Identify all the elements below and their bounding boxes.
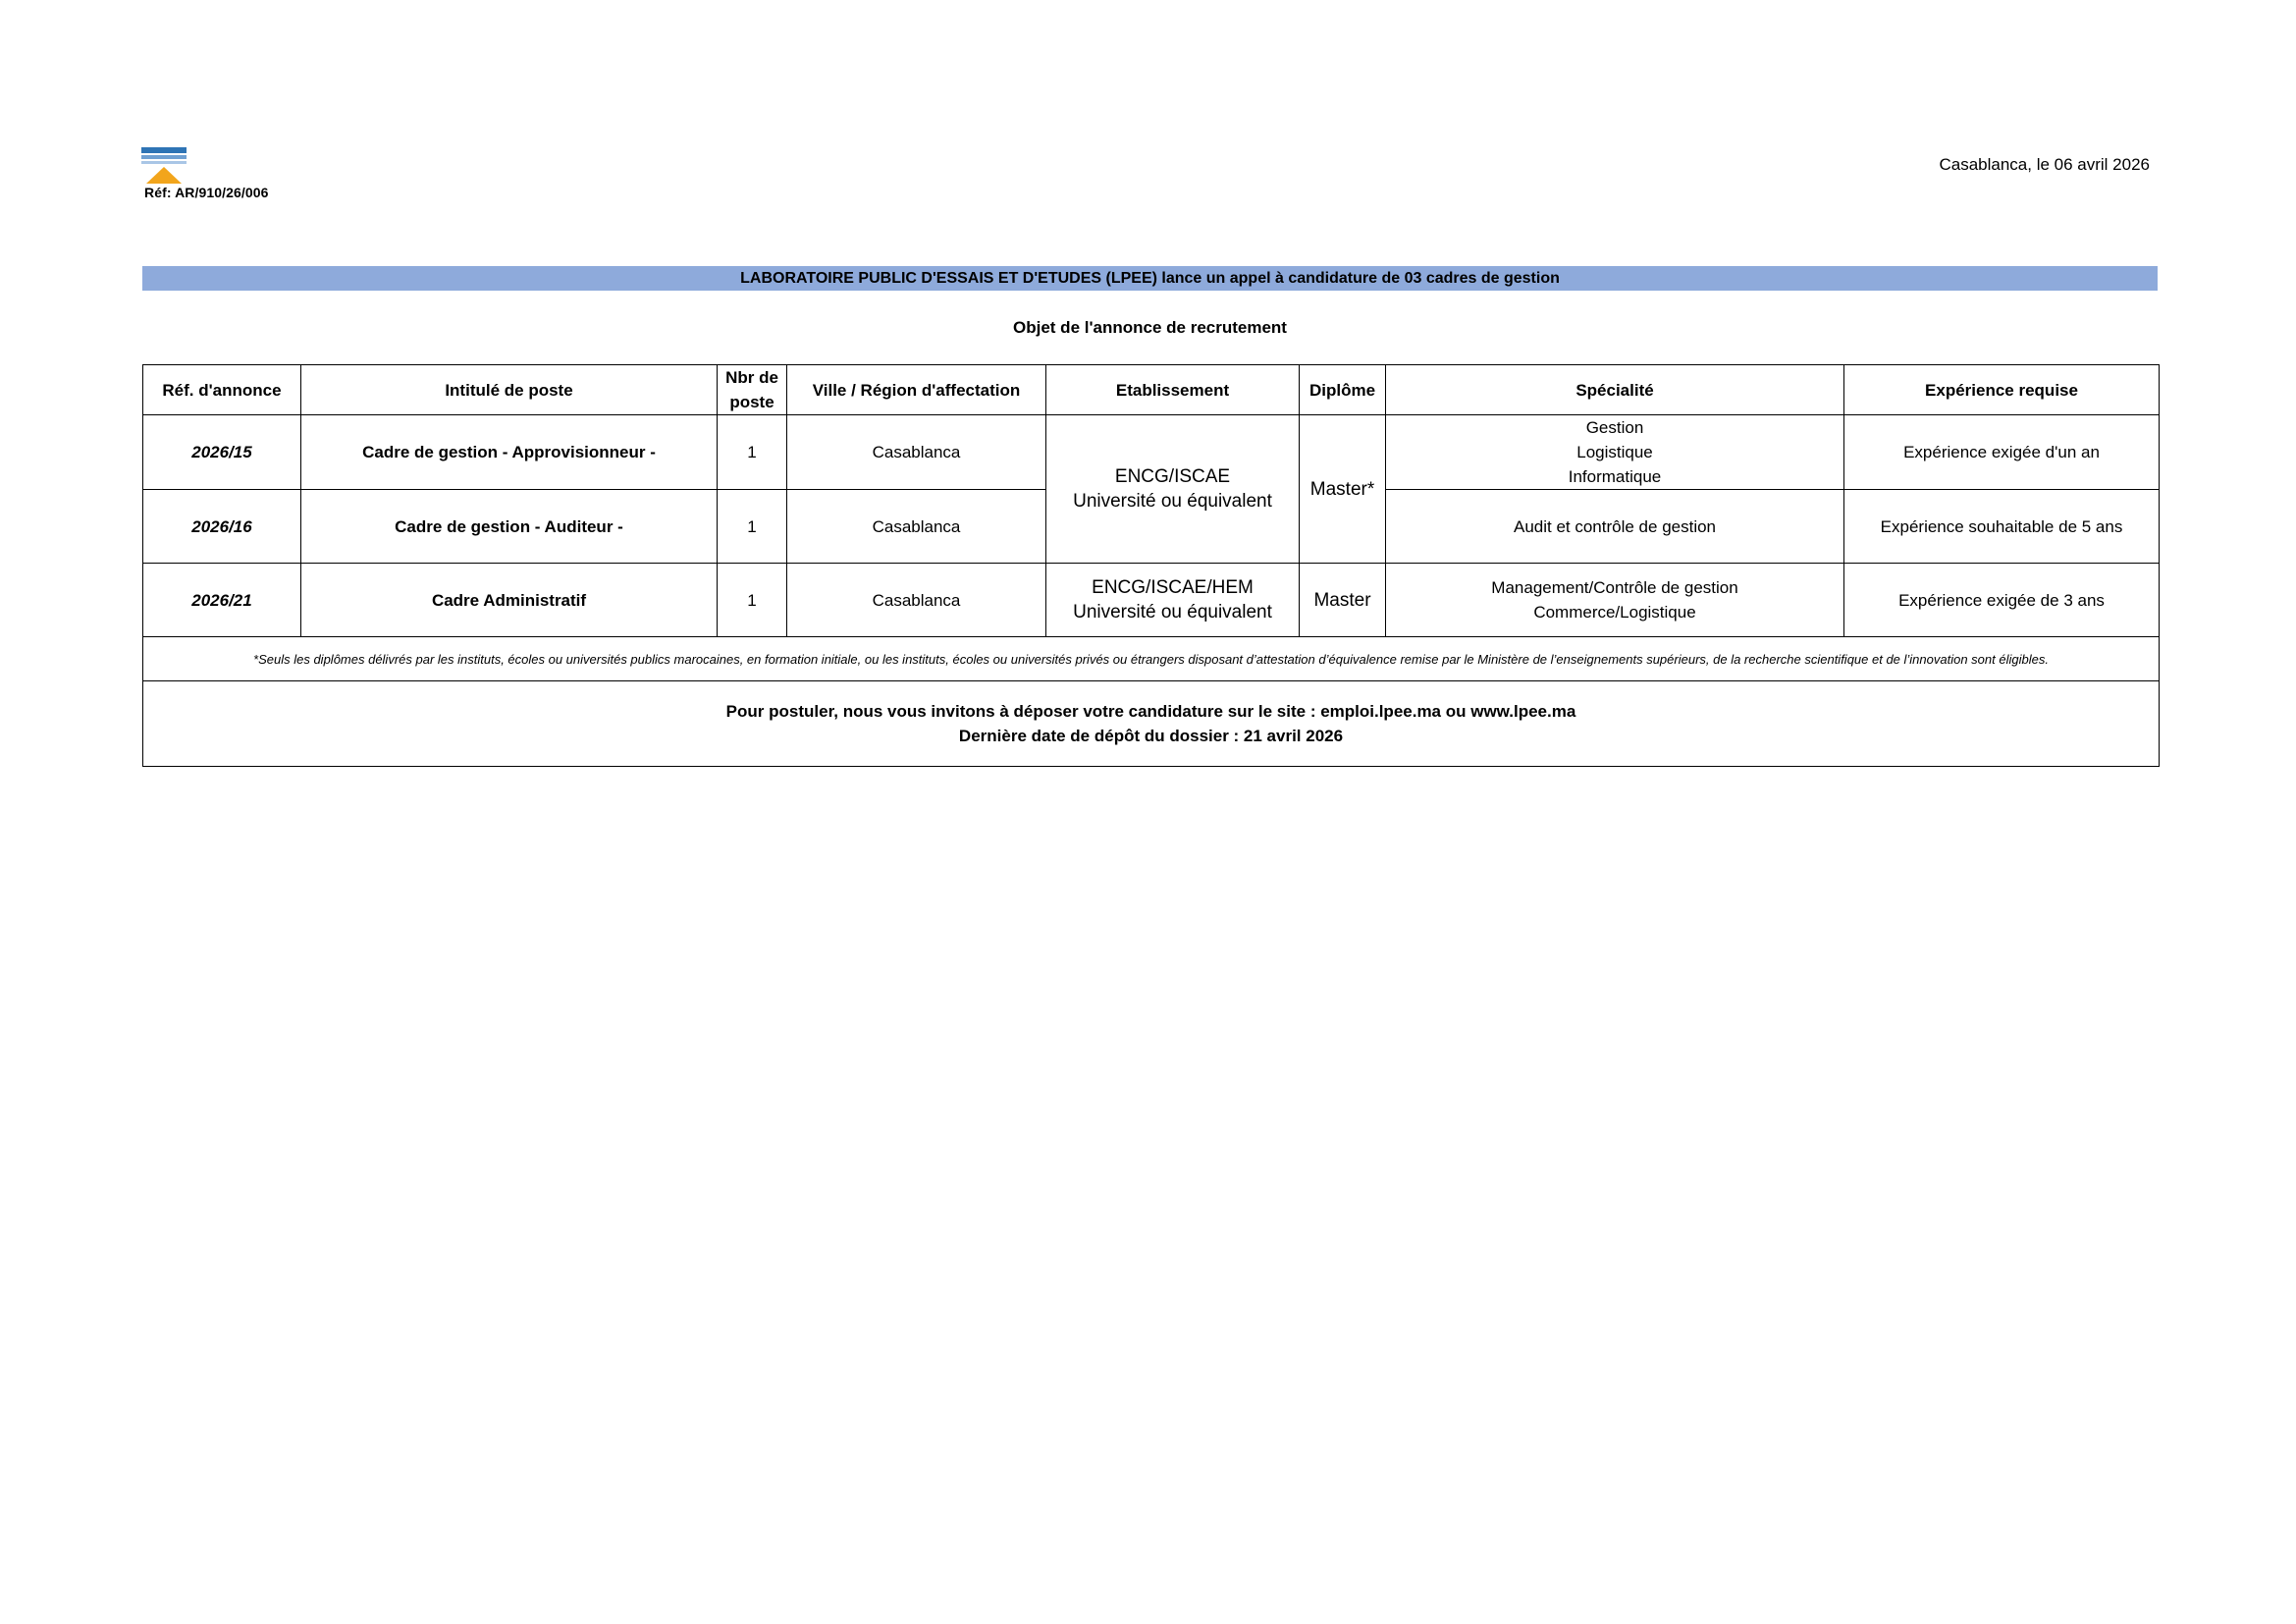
row-specialty xyxy=(1386,415,1844,490)
row-school-shared xyxy=(1046,415,1300,564)
table-header-row xyxy=(143,365,2160,415)
specialty-line: Informatique xyxy=(1568,467,1662,486)
apply-row xyxy=(143,681,2160,767)
school-line1: ENCG/ISCAE/HEM xyxy=(1092,577,1254,598)
apply-instructions xyxy=(143,681,2160,767)
place-date: Casablanca, le 06 avril 2026 xyxy=(1939,155,2150,174)
school-line1: ENCG/ISCAE xyxy=(1114,466,1231,487)
row-ref: 2026/21 xyxy=(143,564,301,637)
row-city: Casablanca xyxy=(787,415,1046,490)
header-count-line2: poste xyxy=(729,393,774,411)
header-ref: Réf. d'annonce xyxy=(143,365,301,415)
header-diploma: Diplôme xyxy=(1300,365,1386,415)
row-title: Cadre de gestion - Approvisionneur - xyxy=(301,415,718,490)
row-count: 1 xyxy=(718,564,787,637)
job-offers-table xyxy=(142,364,2160,767)
row-specialty xyxy=(1386,490,1844,564)
row-diploma: Master xyxy=(1300,564,1386,637)
specialty-line: Logistique xyxy=(1576,443,1653,461)
header-city: Ville / Région d'affectation xyxy=(787,365,1046,415)
specialty-line: Management/Contrôle de gestion xyxy=(1491,578,1738,597)
row-city: Casablanca xyxy=(787,564,1046,637)
table-row xyxy=(143,415,2160,490)
row-ref: 2026/15 xyxy=(143,415,301,490)
specialty-line: Audit et contrôle de gestion xyxy=(1513,516,1717,536)
row-experience: Expérience souhaitable de 5 ans xyxy=(1844,490,2160,564)
row-count: 1 xyxy=(718,415,787,490)
footnote-row xyxy=(143,637,2160,681)
row-ref: 2026/16 xyxy=(143,490,301,564)
row-diploma-shared: Master* xyxy=(1300,415,1386,564)
school-line2: Université ou équivalent xyxy=(1073,602,1272,623)
lpee-logo-icon xyxy=(141,147,187,185)
row-experience: Expérience exigée de 3 ans xyxy=(1844,564,2160,637)
row-city: Casablanca xyxy=(787,490,1046,564)
header-specialty: Spécialité xyxy=(1386,365,1844,415)
eligibility-footnote: *Seuls les diplômes délivrés par les instituts, écoles ou universités publics marocaines, en formation initiale, ou les instituts, écoles ou universités privés ou étrangers disposant d’attestation d’équivalence remise par le Ministère de l’enseignements supérieurs, de la recherche scientifique et de l’innovation sont éligibles. xyxy=(143,637,2160,681)
row-title: Cadre de gestion - Auditeur - xyxy=(301,490,718,564)
apply-line: Pour postuler, nous vous invitons à déposer votre candidature sur le site : emploi.lpee.ma ou www.lpee.ma xyxy=(725,702,1576,721)
reference-number: Réf: AR/910/26/006 xyxy=(144,185,269,200)
announcement-banner xyxy=(142,266,2158,291)
school-line2: Université ou équivalent xyxy=(1073,491,1272,512)
row-specialty xyxy=(1386,564,1844,637)
header-count xyxy=(718,365,787,415)
table-row xyxy=(143,564,2160,637)
deadline-line: Dernière date de dépôt du dossier : 21 avril 2026 xyxy=(958,727,1344,745)
banner-text: LABORATOIRE PUBLIC D'ESSAIS ET D'ETUDES (LPEE) lance un appel à candidature de 03 cadres de gestion xyxy=(740,269,1560,287)
specialty-line: Commerce/Logistique xyxy=(1533,603,1696,622)
header-school: Etablissement xyxy=(1046,365,1300,415)
page-subtitle: Objet de l'annonce de recrutement xyxy=(1013,318,1287,337)
row-count: 1 xyxy=(718,490,787,564)
header-experience: Expérience requise xyxy=(1844,365,2160,415)
header-title: Intitulé de poste xyxy=(301,365,718,415)
row-experience: Expérience exigée d'un an xyxy=(1844,415,2160,490)
row-title: Cadre Administratif xyxy=(301,564,718,637)
specialty-line: Gestion xyxy=(1585,418,1644,437)
row-school xyxy=(1046,564,1300,637)
header-count-line1: Nbr de xyxy=(725,368,778,387)
